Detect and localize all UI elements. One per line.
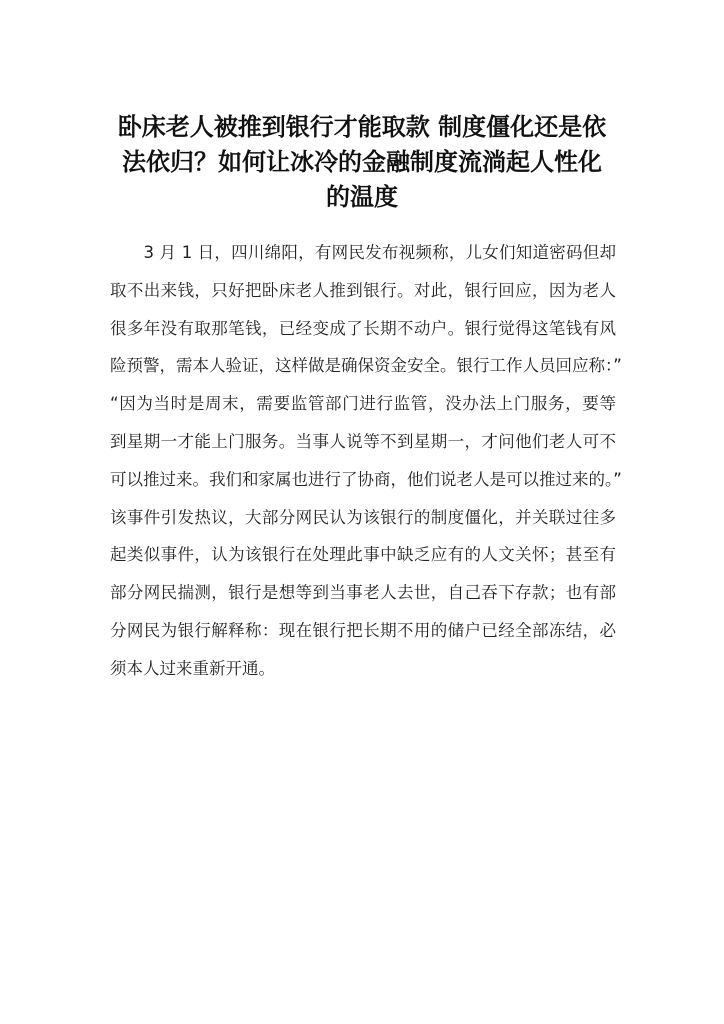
body-line: “因为当时是周末，需要监管部门进行监管，没办法上门服务，要等 (110, 394, 616, 414)
body-line: 起类似事件，认为该银行在处理此事中缺乏应有的人文关怀；甚至有 (110, 545, 616, 565)
title-line: 卧床老人被推到银行才能取款 制度僵化还是依 (117, 113, 607, 141)
body-line: 到星期一才能上门服务。当事人说等不到星期一，才问他们老人可不 (110, 431, 616, 451)
title-line: 的温度 (326, 183, 398, 211)
document-title (90, 110, 634, 215)
body-line: 分网民为银行解释称：现在银行把长期不用的储户已经全部冻结，必 (110, 620, 616, 640)
body-line: 很多年没有取那笔钱，已经变成了长期不动户。银行觉得这笔钱有风 (110, 318, 616, 338)
title-line: 法依归？如何让冰冷的金融制度流淌起人性化 (122, 148, 602, 176)
article-body (110, 234, 622, 688)
body-line: 该事件引发热议，大部分网民认为该银行的制度僵化，并关联过往多 (110, 507, 616, 527)
body-line: 3 月 1 日，四川绵阳，有网民发布视频称，儿女们知道密码但却 (110, 243, 616, 262)
body-line: 须本人过来重新开通。 (110, 658, 275, 678)
body-line: 可以推过来。我们和家属也进行了协商，他们说老人是可以推过来的。” (110, 469, 622, 489)
body-line: 部分网民揣测，银行是想等到当事老人去世，自己吞下存款；也有部 (110, 583, 616, 603)
body-line: 取不出来钱，只好把卧床老人推到银行。对此，银行回应，因为老人 (110, 280, 616, 300)
body-line: 险预警，需本人验证，这样做是确保资金安全。银行工作人员回应称：” (110, 356, 622, 376)
